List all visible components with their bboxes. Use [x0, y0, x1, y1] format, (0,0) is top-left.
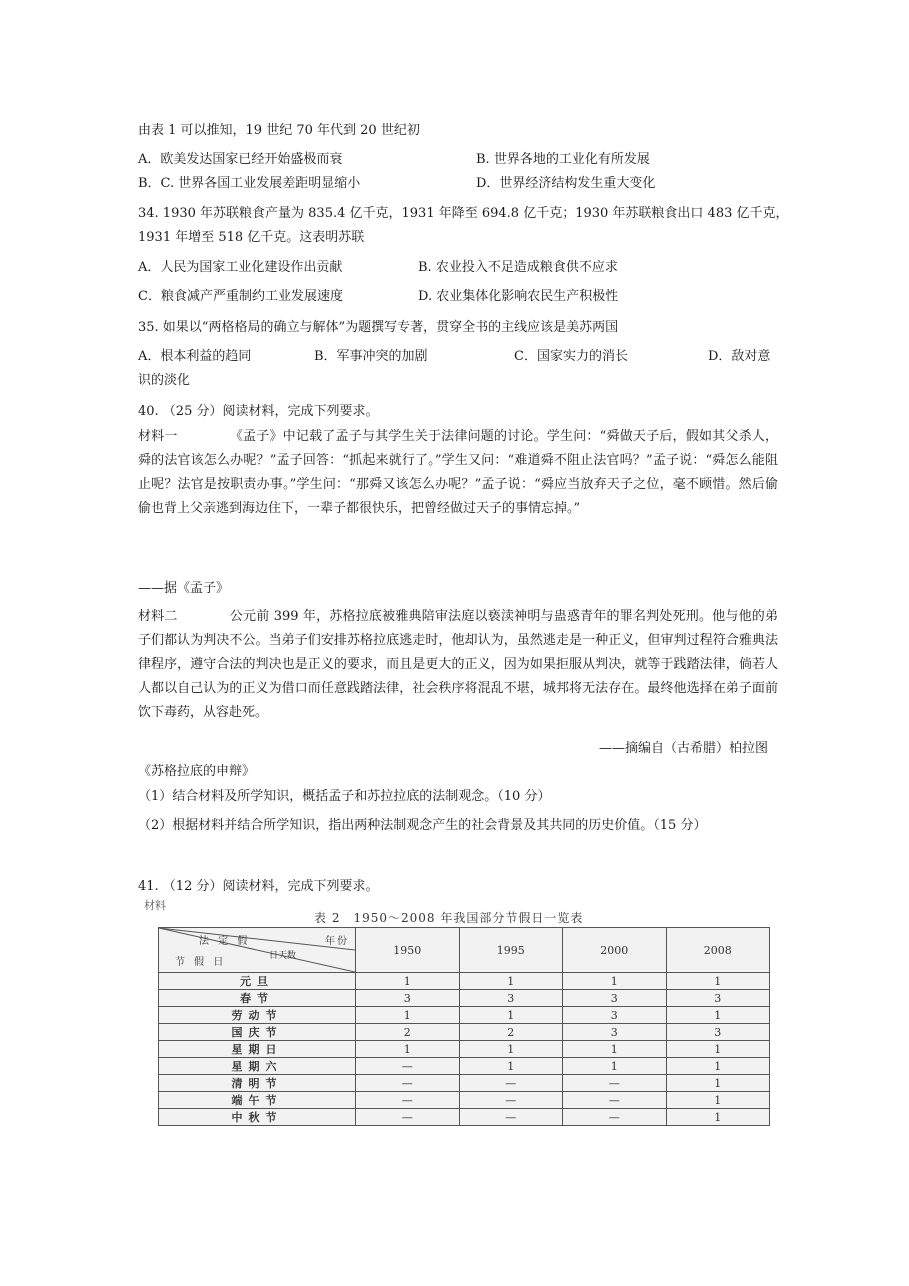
holiday-days-cell: 1 [563, 973, 667, 990]
table-row [159, 1075, 770, 1092]
material-1-text: 《孟子》中记载了孟子与其学生关于法律问题的讨论。学生问：“舜做天子后，假如其父杀人，舜的法官该怎么办呢？”孟子回答：“抓起来就行了。”学生又问：“难道舜不阻止法官吗？”孟子说：“舜怎么能阻止呢？法官是按职责办事。”学生问：“那舜又该怎么办呢？”孟子说：“舜应当放弃天子之位，毫不顾惜。然后偷偷也背上父亲逃到海边住下，一辈子都很快乐，把曾经做过天子的事情忘掉。” [138, 429, 778, 516]
holiday-days-cell: 1 [356, 1007, 460, 1024]
table-row [159, 990, 770, 1007]
holiday-days-cell: 1 [666, 1092, 770, 1109]
option-c: B．C. 世界各国工业发展差距明显缩小 [138, 176, 361, 191]
diagonal-header-cell [159, 928, 356, 973]
question-35-stem: 35. 如果以“两格格局的确立与解体”为题撰写专著，贯穿全书的主线应该是美苏两国 [138, 320, 619, 335]
holiday-days-cell: 1 [666, 973, 770, 990]
holiday-days-cell: — [356, 1092, 460, 1109]
holiday-days-cell: 1 [459, 1041, 563, 1058]
q35-option-d: D．敌对意 [708, 349, 771, 364]
holiday-days-cell: 3 [563, 990, 667, 1007]
question-40-1: （1）结合材料及所学知识，概括孟子和苏拉拉底的法制观念。（10 分） [138, 789, 551, 804]
holiday-name: 元旦 [159, 973, 356, 990]
year-header: 2008 [666, 928, 770, 973]
q35-option-d-cont: 识的淡化 [138, 373, 191, 388]
table-header-row [159, 928, 770, 973]
question-stem-table1: 由表 1 可以推知，19 世纪 70 年代到 20 世纪初 [138, 123, 420, 138]
holiday-table [158, 927, 770, 1126]
table-row [159, 1058, 770, 1075]
option-b: B. 世界各地的工业化有所发展 [476, 152, 650, 167]
table-title: 表 2 1950～2008 年我国部分节假日一览表 [314, 911, 584, 925]
table-row [159, 973, 770, 990]
holiday-days-cell: 1 [563, 1041, 667, 1058]
holiday-days-cell: 1 [459, 1007, 563, 1024]
option-a: A．欧美发达国家已经开始盛极而衰 [138, 152, 343, 167]
holiday-name: 中秋节 [159, 1109, 356, 1126]
diag-label-holiday: 节 假 日 [175, 957, 227, 968]
holiday-days-cell: 3 [459, 990, 563, 1007]
table-row [159, 1024, 770, 1041]
holiday-days-cell: 1 [563, 1058, 667, 1075]
table-row [159, 1092, 770, 1109]
holiday-days-cell: 1 [459, 973, 563, 990]
holiday-days-cell: 1 [666, 1075, 770, 1092]
holiday-days-cell: 3 [666, 1024, 770, 1041]
holiday-days-cell: — [563, 1075, 667, 1092]
q35-option-b: B．军事冲突的加剧 [314, 349, 428, 364]
holiday-days-cell: — [356, 1075, 460, 1092]
question-34-line1: 34. 1930 年苏联粮食产量为 835.4 亿千克，1931 年降至 694.8 亿千克；1930 年苏联粮食出口 483 亿千克， [138, 206, 789, 221]
holiday-days-cell: — [459, 1092, 563, 1109]
q35-option-c: C．国家实力的消长 [514, 349, 628, 364]
holiday-name: 国庆节 [159, 1024, 356, 1041]
holiday-days-cell: 1 [356, 1041, 460, 1058]
holiday-days-cell: 3 [563, 1007, 667, 1024]
year-header: 1995 [459, 928, 563, 973]
table-row [159, 1007, 770, 1024]
material-2-source-title: 《苏格拉底的申辩》 [138, 764, 256, 779]
material-2 [138, 605, 778, 725]
holiday-name: 星期六 [159, 1058, 356, 1075]
question-41-stem: 41. （12 分）阅读材料，完成下列要求。 [138, 879, 379, 894]
holiday-name: 劳动节 [159, 1007, 356, 1024]
holiday-days-cell: 1 [666, 1058, 770, 1075]
holiday-days-cell: 3 [666, 990, 770, 1007]
diag-label-year: 年份 [325, 936, 349, 947]
holiday-days-cell: 1 [459, 1058, 563, 1075]
year-header: 1950 [356, 928, 460, 973]
question-40-stem: 40. （25 分）阅读材料，完成下列要求。 [138, 404, 379, 419]
holiday-days-cell: 2 [459, 1024, 563, 1041]
holiday-days-cell: — [356, 1058, 460, 1075]
holiday-days-cell: — [459, 1075, 563, 1092]
holiday-name: 星期日 [159, 1041, 356, 1058]
year-header: 2000 [563, 928, 667, 973]
material-1 [138, 425, 778, 521]
material-2-text: 公元前 399 年，苏格拉底被雅典陪审法庭以亵渎神明与蛊惑青年的罪名判处死刑。他与他的弟子们都认为判决不公。当弟子们安排苏格拉底逃走时，他却认为，虽然逃走是一种正义，但审判过程符合雅典法律程序，遵守合法的判决也是正义的要求，而且是更大的正义，因为如果拒服从判决，就等于践踏法律，倘若人人都以自己认为的正义为借口而任意践踏法律，社会秩序将混乱不堪，城邦将无法存在。最终他选择在弟子面前饮下毒药，从容赴死。 [138, 609, 778, 720]
material-2-label: 材料二 [138, 609, 178, 624]
table-row [159, 1109, 770, 1126]
q35-option-a: A．根本利益的趋同 [138, 349, 252, 364]
holiday-days-cell: — [563, 1092, 667, 1109]
material-label: 材料 [144, 899, 166, 912]
holiday-name: 清明节 [159, 1075, 356, 1092]
holiday-days-cell: 2 [356, 1024, 460, 1041]
q34-option-d: D. 农业集体化影响农民生产积极性 [418, 289, 619, 304]
holiday-name: 春节 [159, 990, 356, 1007]
q34-option-a: A．人民为国家工业化建设作出贡献 [138, 260, 343, 275]
holiday-days-cell: 1 [666, 1041, 770, 1058]
question-34-line2: 1931 年增至 518 亿千克。这表明苏联 [138, 230, 365, 245]
holiday-name: 端午节 [159, 1092, 356, 1109]
diag-label-1: 法 定 假 [199, 936, 251, 947]
material-1-label: 材料一 [138, 429, 178, 444]
option-d: D．世界经济结构发生重大变化 [476, 176, 656, 191]
material-1-source: ——据《孟子》 [138, 581, 230, 596]
table-body [159, 973, 770, 1126]
table-caption [138, 897, 778, 923]
holiday-days-cell: 1 [666, 1109, 770, 1126]
table-row [159, 1041, 770, 1058]
diag-label-2: 日天数 [269, 951, 297, 961]
holiday-days-cell: — [563, 1109, 667, 1126]
question-40-2: （2）根据材料并结合所学知识，指出两种法制观念产生的社会背景及其共同的历史价值。（15 分） [138, 818, 707, 833]
holiday-days-cell: 1 [356, 973, 460, 990]
holiday-days-cell: 3 [563, 1024, 667, 1041]
q34-option-b: B. 农业投入不足造成粮食供不应求 [418, 260, 618, 275]
holiday-days-cell: 3 [356, 990, 460, 1007]
q34-option-c: C．粮食减产严重制约工业发展速度 [138, 289, 343, 304]
material-2-source: ——摘编自（古希腊）柏拉图 [598, 741, 768, 756]
holiday-days-cell: — [356, 1109, 460, 1126]
holiday-days-cell: — [459, 1109, 563, 1126]
holiday-days-cell: 1 [666, 1007, 770, 1024]
